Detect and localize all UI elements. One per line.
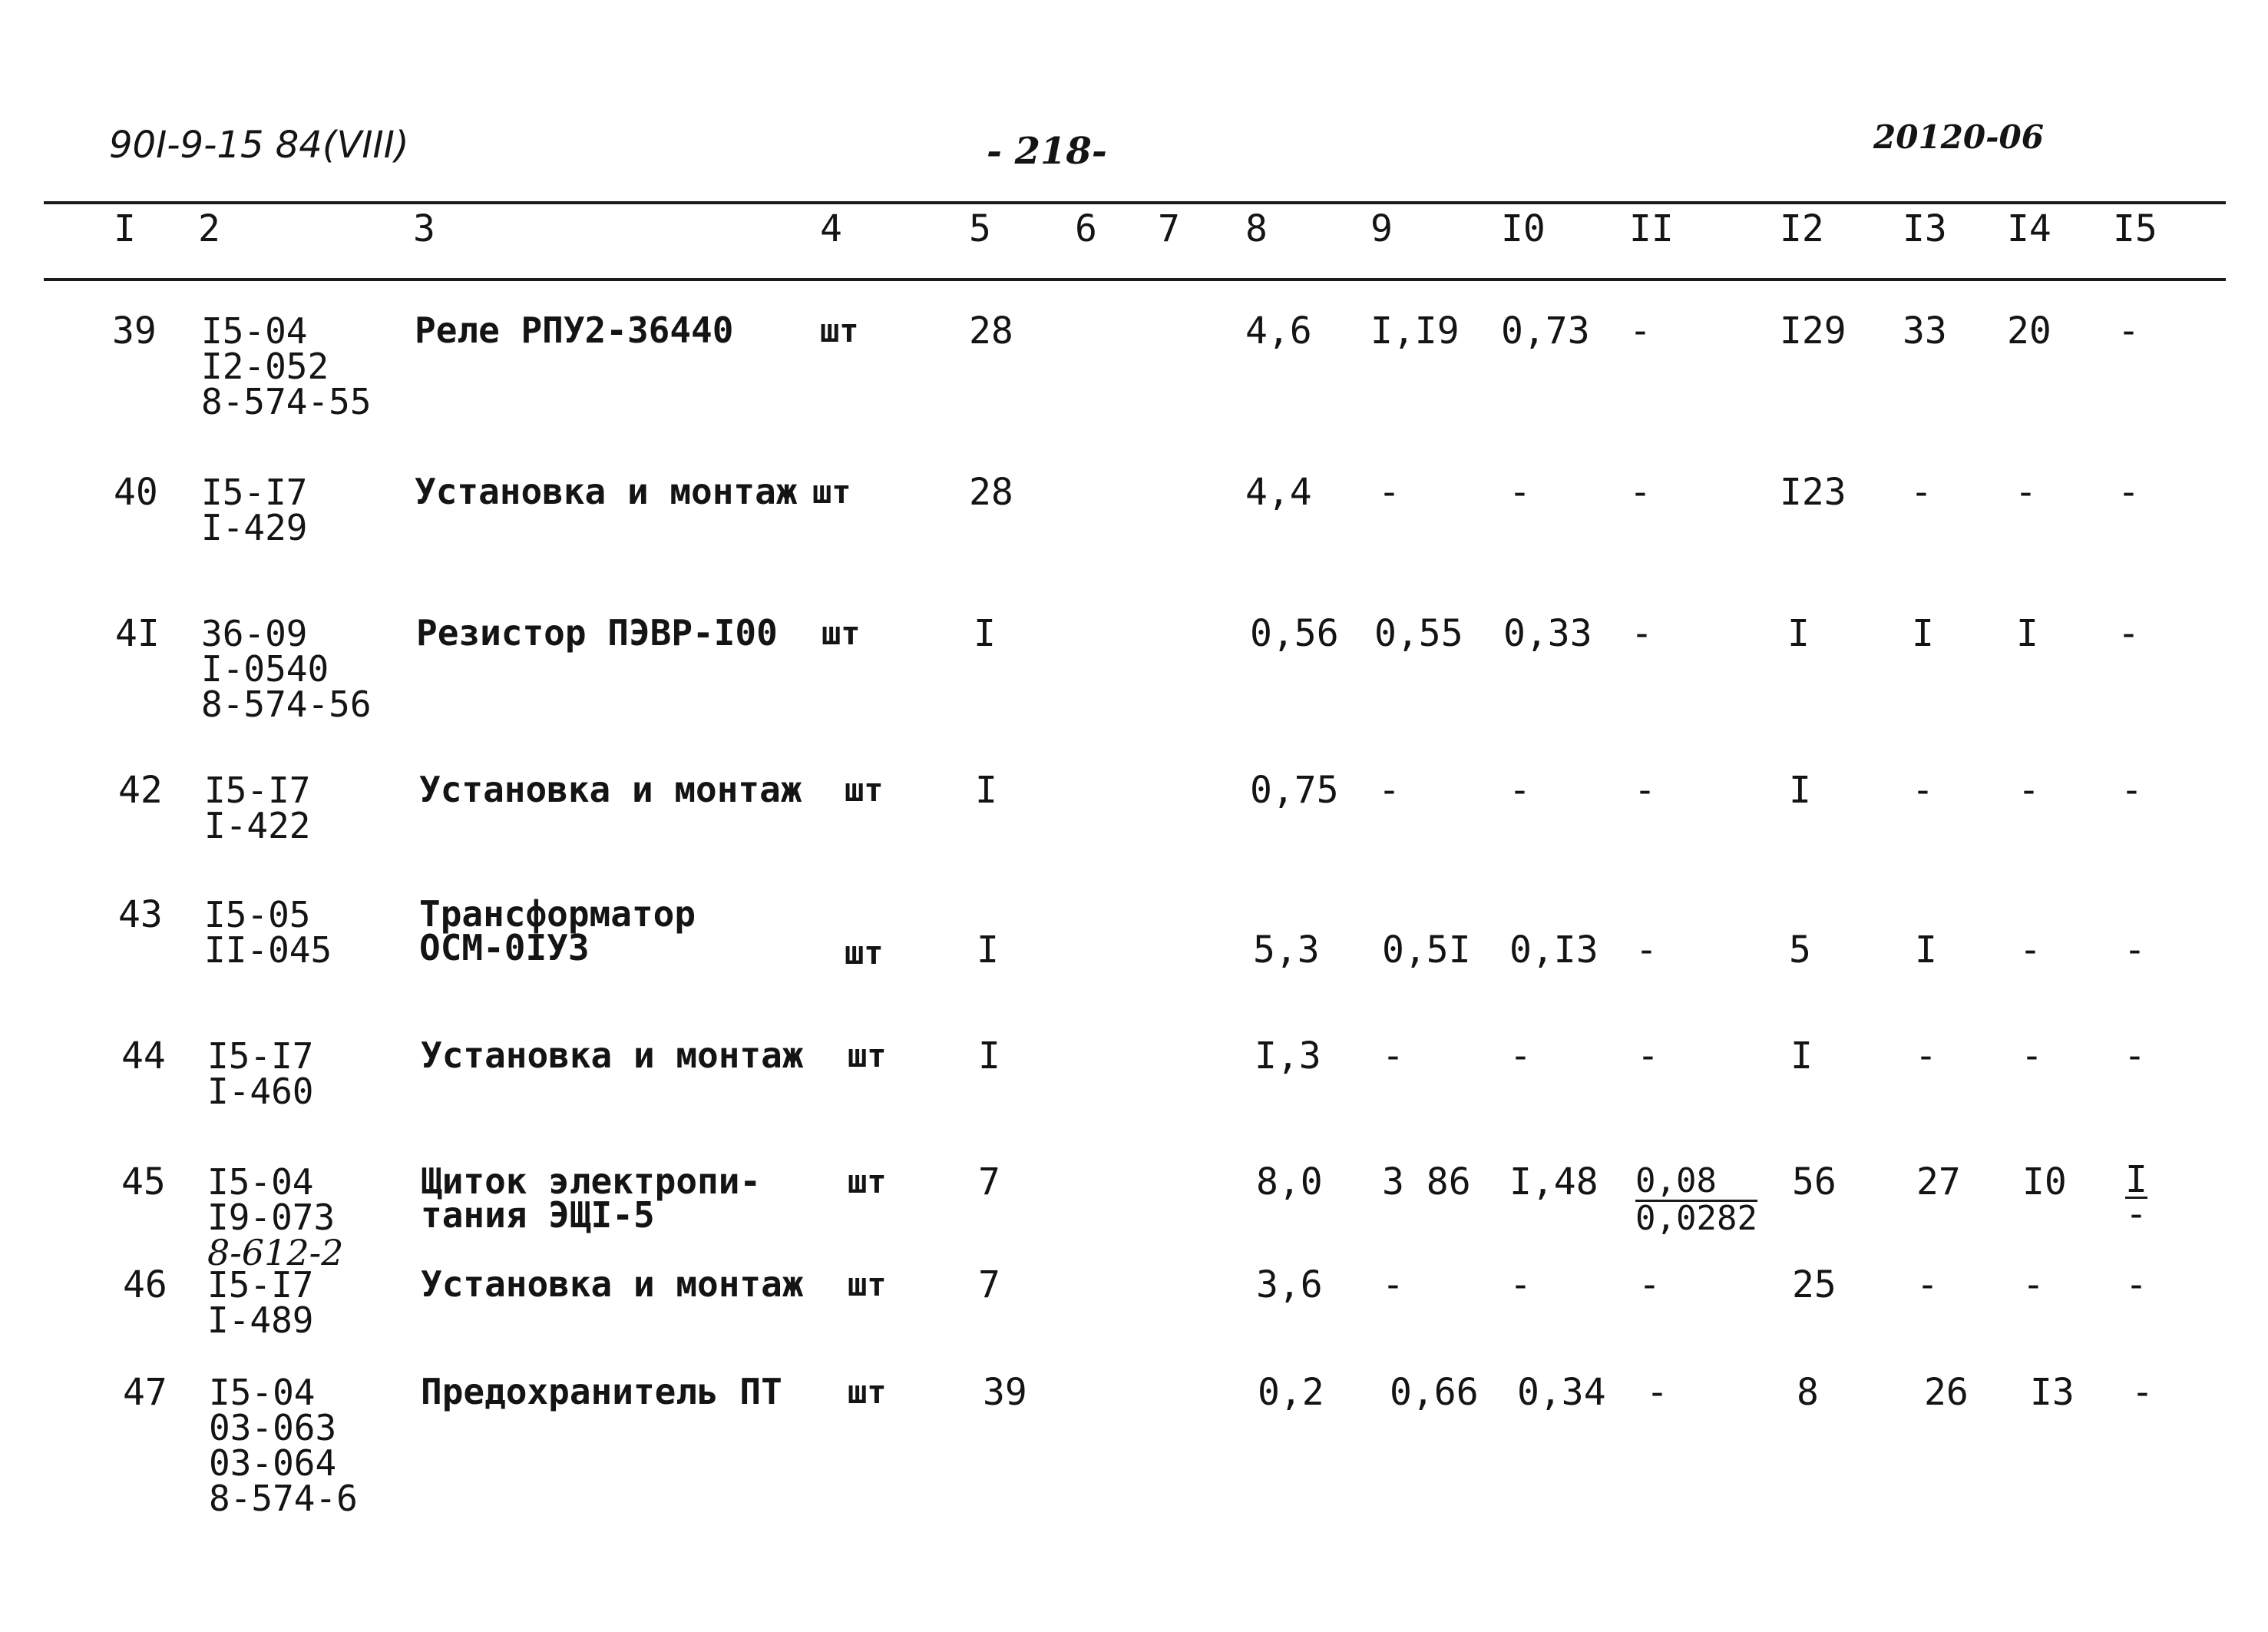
norm-code-line: 03-063 xyxy=(209,1407,337,1448)
col-13-value: I xyxy=(1912,612,1934,655)
col-9-value: 0,66 xyxy=(1390,1371,1479,1414)
unit: шт xyxy=(812,473,851,511)
col-5-value: I xyxy=(977,929,999,972)
norm-code-line: I-0540 xyxy=(201,648,329,690)
column-header-15: I5 xyxy=(2113,207,2157,250)
col-5-value: 28 xyxy=(969,310,1013,353)
col-14-value: I0 xyxy=(2022,1160,2067,1203)
col-11-value: - xyxy=(1631,612,1653,655)
col-13-value: - xyxy=(1912,769,1934,812)
col-8-value: 0,56 xyxy=(1250,612,1339,655)
col-9-value: 0,55 xyxy=(1374,612,1463,655)
unit: шт xyxy=(820,312,859,349)
col-5-value: I xyxy=(974,612,996,655)
norm-code xyxy=(209,1372,358,1519)
norm-code-line: 8-574-6 xyxy=(209,1478,358,1519)
document-code: 90I-9-15 84(VIII) xyxy=(109,124,409,167)
norm-code xyxy=(204,894,332,971)
col-12-value: I xyxy=(1790,1034,1813,1078)
col-11-value: - xyxy=(1635,929,1658,972)
col-5-value: 28 xyxy=(969,471,1013,514)
col-11-value: - xyxy=(1629,310,1651,353)
col-5-value: 7 xyxy=(978,1263,1000,1306)
col-5-value: 7 xyxy=(978,1160,1000,1203)
column-header-13: I3 xyxy=(1903,207,1947,250)
col-10-value: - xyxy=(1509,1034,1532,1078)
row-number: 43 xyxy=(118,893,163,936)
norm-code-line: I-422 xyxy=(204,805,311,846)
col-12-value: I xyxy=(1789,769,1811,812)
norm-code-line: 8-574-56 xyxy=(201,684,372,725)
norm-code-line: I5-04 xyxy=(201,310,308,352)
col-5-value: I xyxy=(975,769,997,812)
col-8-value: I,3 xyxy=(1255,1034,1321,1078)
col-12-value: I xyxy=(1787,612,1810,655)
column-header-3: 3 xyxy=(413,207,435,250)
col-13-value: 33 xyxy=(1903,310,1947,353)
col-13-value: - xyxy=(1915,1034,1937,1078)
norm-code-line: 8-574-55 xyxy=(201,381,372,422)
col-8-value: 4,6 xyxy=(1245,310,1312,353)
col-9-value: I,I9 xyxy=(1370,310,1460,353)
row-number: 45 xyxy=(121,1160,166,1203)
col-8-value: 4,4 xyxy=(1245,471,1312,514)
col-10-value: - xyxy=(1509,471,1531,514)
column-header-5: 5 xyxy=(969,207,991,250)
norm-code-line: I5-I7 xyxy=(201,472,308,513)
col-8-value: 3,6 xyxy=(1256,1263,1323,1306)
column-header-2: 2 xyxy=(198,207,220,250)
col-15-value: - xyxy=(2124,929,2146,972)
table-top-rule xyxy=(44,201,2226,204)
norm-code xyxy=(201,472,308,548)
unit: шт xyxy=(848,1163,887,1200)
column-header-11: II xyxy=(1629,207,1674,250)
col-14-value: - xyxy=(2021,1034,2043,1078)
row-number: 4I xyxy=(115,612,160,655)
item-name xyxy=(421,1034,804,1076)
col-14-value: - xyxy=(2019,929,2042,972)
col-15-value: - xyxy=(2118,612,2140,655)
row-number: 39 xyxy=(112,310,157,353)
col-12-value: 25 xyxy=(1792,1263,1837,1306)
fraction-numerator: 0,08 xyxy=(1635,1164,1757,1202)
unit: шт xyxy=(845,771,884,809)
norm-code xyxy=(201,310,372,422)
item-name xyxy=(421,1263,804,1305)
col-15-value: - xyxy=(2131,1371,2154,1414)
col-9-value: - xyxy=(1378,471,1400,514)
fraction-denominator: 0,0282 xyxy=(1635,1199,1757,1238)
column-header-10: I0 xyxy=(1501,207,1546,250)
norm-code xyxy=(204,770,311,846)
item-name-line: тания ЭЩI-5 xyxy=(421,1194,655,1236)
col-8-value: 0,2 xyxy=(1258,1371,1324,1414)
col-13-value: I xyxy=(1915,929,1937,972)
item-name-line: Реле РПУ2-36440 xyxy=(415,310,734,351)
col-14-value: - xyxy=(2018,769,2040,812)
item-name-line: Установка и монтаж xyxy=(421,1263,804,1305)
row-number: 44 xyxy=(121,1034,166,1078)
col-15-value: - xyxy=(2121,769,2143,812)
unit: шт xyxy=(848,1373,887,1411)
item-name xyxy=(415,471,798,512)
column-header-8: 8 xyxy=(1245,207,1268,250)
column-header-12: I2 xyxy=(1780,207,1824,250)
item-name-line: Установка и монтаж xyxy=(415,471,798,512)
col-14-value: 20 xyxy=(2007,310,2051,353)
row-number: 42 xyxy=(118,769,163,812)
norm-code xyxy=(207,1264,314,1341)
col-11-value: - xyxy=(1637,1034,1659,1078)
col-13-value: - xyxy=(1910,471,1932,514)
norm-code-line: I-489 xyxy=(207,1299,314,1341)
col-9-value: 3 86 xyxy=(1382,1160,1471,1203)
col-9-value: 0,5I xyxy=(1382,929,1471,972)
row-number: 40 xyxy=(114,471,158,514)
col-8-value: 0,75 xyxy=(1250,769,1339,812)
norm-code-line: I5-I7 xyxy=(204,770,311,811)
norm-code-line: I5-05 xyxy=(204,894,311,935)
norm-code-line: I5-I7 xyxy=(207,1264,314,1306)
col-13-value: 27 xyxy=(1916,1160,1961,1203)
item-name xyxy=(416,612,778,654)
item-name-line: Щиток электропи- xyxy=(421,1160,762,1202)
col-11-value: - xyxy=(1634,769,1656,812)
unit: шт xyxy=(845,934,884,972)
col-12-value: I29 xyxy=(1780,310,1846,353)
col-12-value: I23 xyxy=(1780,471,1846,514)
col-15-value: - xyxy=(2118,310,2140,353)
item-name-line: Трансформатор xyxy=(419,893,696,935)
column-header-4: 4 xyxy=(820,207,842,250)
col-11-value: - xyxy=(1638,1263,1661,1306)
col-9-value: - xyxy=(1378,769,1400,812)
norm-code-line: I-429 xyxy=(201,507,308,548)
norm-code-line: 36-09 xyxy=(201,613,308,654)
col-5-value: 39 xyxy=(983,1371,1027,1414)
col-10-value: 0,33 xyxy=(1503,612,1592,655)
item-name-line: Установка и монтаж xyxy=(419,769,802,810)
page-number: - 218- xyxy=(987,130,1107,173)
norm-code-line: I2-052 xyxy=(201,346,329,387)
item-name xyxy=(419,893,696,968)
col-13-value: - xyxy=(1916,1263,1939,1306)
fraction-denominator: - xyxy=(2125,1193,2147,1236)
col-12-value: 56 xyxy=(1792,1160,1837,1203)
item-name-line: ОСМ-0IУ3 xyxy=(419,927,590,968)
norm-code xyxy=(201,613,372,725)
col-10-value: 0,73 xyxy=(1501,310,1590,353)
norm-code-line: II-045 xyxy=(204,929,332,971)
sheet-code: 20120-06 xyxy=(1873,118,2044,156)
norm-code-line: 03-064 xyxy=(209,1442,337,1484)
unit: шт xyxy=(848,1037,887,1074)
col-10-value: - xyxy=(1509,769,1531,812)
item-name xyxy=(421,1371,782,1412)
column-header-7: 7 xyxy=(1158,207,1180,250)
col-11-value: - xyxy=(1629,471,1651,514)
item-name xyxy=(415,310,734,351)
col-11-value: - xyxy=(1646,1371,1668,1414)
col-8-value: 8,0 xyxy=(1256,1160,1323,1203)
col-14-value: - xyxy=(2022,1263,2045,1306)
norm-code-line: 8-612-2 xyxy=(207,1232,344,1273)
norm-code-line: I5-04 xyxy=(209,1372,316,1413)
col-13-value: 26 xyxy=(1924,1371,1969,1414)
col-11-fraction xyxy=(1635,1161,1757,1238)
item-name xyxy=(421,1160,762,1236)
item-name-line: Резистор ПЭВР-I00 xyxy=(416,612,778,654)
col-12-value: 8 xyxy=(1797,1371,1819,1414)
fraction-numerator: I xyxy=(2125,1158,2147,1201)
column-header-14: I4 xyxy=(2007,207,2051,250)
norm-code-line: I9-073 xyxy=(207,1197,336,1238)
norm-code-line: I5-I7 xyxy=(207,1035,314,1077)
col-5-value: I xyxy=(978,1034,1000,1078)
unit: шт xyxy=(848,1266,887,1303)
col-10-value: 0,34 xyxy=(1517,1371,1606,1414)
col-8-value: 5,3 xyxy=(1253,929,1320,972)
col-9-value: - xyxy=(1382,1263,1404,1306)
col-10-value: I,48 xyxy=(1509,1160,1599,1203)
item-name-line: Установка и монтаж xyxy=(421,1034,804,1076)
unit: шт xyxy=(822,614,861,652)
col-15-fraction xyxy=(2125,1158,2147,1236)
norm-code xyxy=(207,1035,314,1112)
norm-code xyxy=(207,1161,344,1273)
row-number: 47 xyxy=(123,1371,167,1414)
table-header-rule xyxy=(44,278,2226,281)
col-15-value: - xyxy=(2118,471,2140,514)
column-header-9: 9 xyxy=(1370,207,1393,250)
col-14-value: - xyxy=(2015,471,2037,514)
item-name-line: Предохранитель ПТ xyxy=(421,1371,782,1412)
col-12-value: 5 xyxy=(1789,929,1811,972)
col-15-value: - xyxy=(2124,1034,2146,1078)
norm-code-line: I5-04 xyxy=(207,1161,314,1203)
col-10-value: - xyxy=(1509,1263,1532,1306)
column-header-6: 6 xyxy=(1075,207,1097,250)
col-9-value: - xyxy=(1382,1034,1404,1078)
norm-code-line: I-460 xyxy=(207,1071,314,1112)
column-header-1: I xyxy=(114,207,136,250)
col-15-value: - xyxy=(2125,1263,2147,1306)
col-14-value: I xyxy=(2016,612,2038,655)
col-14-value: I3 xyxy=(2030,1371,2075,1414)
item-name xyxy=(419,769,802,810)
row-number: 46 xyxy=(123,1263,167,1306)
col-10-value: 0,I3 xyxy=(1509,929,1599,972)
